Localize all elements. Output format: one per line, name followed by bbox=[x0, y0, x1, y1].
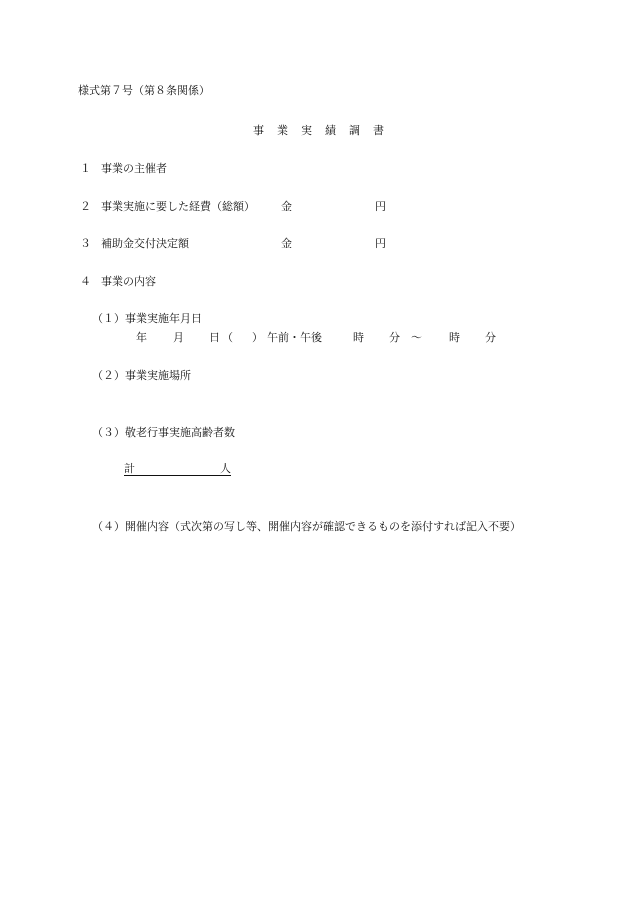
item-4-label: 事業の内容 bbox=[101, 275, 156, 288]
item-2-prefix: 金 bbox=[281, 200, 292, 213]
sub-4-number: （４） bbox=[92, 520, 125, 533]
date-day: 日 bbox=[209, 331, 220, 344]
document-title bbox=[253, 125, 384, 136]
title-char: 事 bbox=[253, 124, 264, 137]
sub-1-label: 事業実施年月日 bbox=[125, 312, 202, 325]
item-1-label: 事業の主催者 bbox=[101, 162, 167, 175]
elderly-count-total bbox=[124, 463, 231, 476]
date-month: 月 bbox=[173, 331, 184, 344]
title-char: 調 bbox=[349, 124, 360, 137]
sub-2-label: 事業実施場所 bbox=[125, 369, 191, 382]
item-2-number: ２ bbox=[80, 200, 91, 213]
date-tilde: ～ bbox=[411, 331, 422, 344]
item-2-label: 事業実施に要した経費（総額） bbox=[101, 200, 255, 213]
sub-3-label: 敬老行事実施高齢者数 bbox=[125, 426, 235, 439]
item-3-prefix: 金 bbox=[281, 237, 292, 250]
date-year: 年 bbox=[136, 331, 147, 344]
date-minute-end: 分 bbox=[485, 331, 496, 344]
item-3-unit: 円 bbox=[375, 237, 386, 250]
sub-3-number: （３） bbox=[92, 426, 125, 439]
date-hour-end: 時 bbox=[449, 331, 460, 344]
item-1-number: １ bbox=[80, 162, 91, 175]
form-label: 様式第７号（第８条関係） bbox=[78, 84, 210, 97]
title-char: 績 bbox=[325, 124, 336, 137]
sub-4-label: 開催内容（式次第の写し等、開催内容が確認できるものを添付すれば記入不要） bbox=[125, 520, 521, 533]
item-3-label: 補助金交付決定額 bbox=[101, 237, 189, 250]
item-3-number: ３ bbox=[80, 237, 91, 250]
sub-1-number: （１） bbox=[92, 312, 125, 325]
title-char: 業 bbox=[277, 124, 288, 137]
title-char: 実 bbox=[301, 124, 312, 137]
date-ampm: 午前・午後 bbox=[267, 331, 322, 344]
date-minute-start: 分 bbox=[389, 331, 400, 344]
date-close-paren: ） bbox=[252, 331, 263, 344]
total-label: 計 bbox=[124, 462, 135, 475]
title-char: 書 bbox=[373, 124, 384, 137]
total-unit: 人 bbox=[220, 462, 231, 475]
sub-2-number: （２） bbox=[92, 369, 125, 382]
date-hour-start: 時 bbox=[353, 331, 364, 344]
date-open-paren: （ bbox=[222, 331, 233, 344]
item-4-number: ４ bbox=[80, 275, 91, 288]
item-2-unit: 円 bbox=[375, 200, 386, 213]
